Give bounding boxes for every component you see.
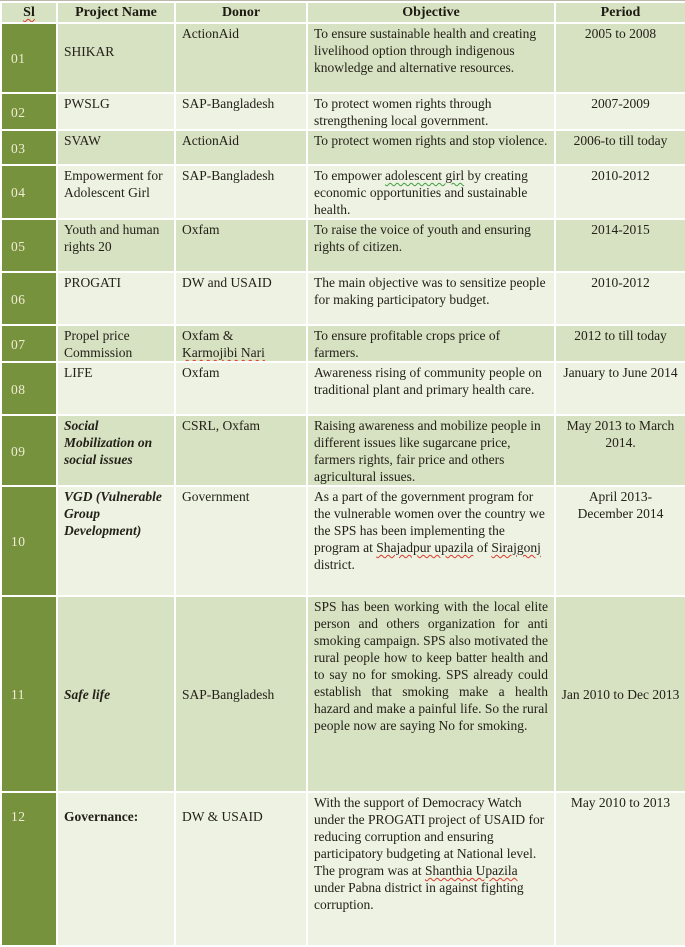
sl-header-label: Sl: [23, 5, 35, 20]
period-cell: January to June 2014: [555, 362, 685, 415]
objective-text: of: [473, 540, 492, 555]
table-row: [1, 362, 685, 415]
sl-cell: 06: [1, 272, 57, 325]
objective-cell: [307, 792, 555, 946]
donor-cell: DW & USAID: [175, 792, 307, 946]
sl-cell: 01: [1, 23, 57, 93]
objective-text: As a part of the government program for the vulnerable women over the country we the SPS has been implementing the program at: [314, 489, 545, 555]
period-cell: 2010-2012: [555, 272, 685, 325]
header-row: [1, 2, 685, 23]
donor-cell: CSRL, Oxfam: [175, 415, 307, 486]
period-cell: April 2013- December 2014: [555, 486, 685, 596]
project-name-cell: Empowerment for Adolescent Girl: [57, 165, 175, 219]
donor-text: Oxfam &: [182, 328, 234, 343]
donor-cell: Oxfam: [175, 362, 307, 415]
project-name-cell: SVAW: [57, 130, 175, 165]
donor-cell: DW and USAID: [175, 272, 307, 325]
sl-cell: 08: [1, 362, 57, 415]
table-row: [1, 272, 685, 325]
objective-cell: To ensure profitable crops price of farmers.: [307, 325, 555, 362]
period-cell: May 2013 to March 2014.: [555, 415, 685, 486]
table-row: [1, 165, 685, 219]
spellcheck-flagged-word: Sirajgonj: [491, 540, 541, 555]
period-cell: May 2010 to 2013: [555, 792, 685, 946]
objective-cell: Raising awareness and mobilize people in different issues like sugarcane price, farmers rights, fair price and others agricultural issues.: [307, 415, 555, 486]
col-header-donor: Donor: [175, 2, 307, 23]
sl-cell: 05: [1, 219, 57, 272]
sl-cell: 07: [1, 325, 57, 362]
table-row: [1, 130, 685, 165]
col-header-period: Period: [555, 2, 685, 23]
sl-cell: 02: [1, 93, 57, 130]
grammar-flagged-word: adolescent girl: [385, 168, 465, 183]
project-name-cell: VGD (Vulnerable Group Development): [57, 486, 175, 596]
table-row: [1, 93, 685, 130]
objective-text: With the support of Democracy Watch under the PROGATI project of USAID for reducing corruption and ensuring participatory budgeting at National level. The program was at: [314, 795, 545, 878]
donor-cell: SAP-Bangladesh: [175, 93, 307, 130]
donor-cell: Government: [175, 486, 307, 596]
spellcheck-flagged-word: Shajadpur upazila: [376, 540, 474, 555]
objective-text: under Pabna district in against fighting corruption.: [314, 880, 524, 912]
donor-cell: SAP-Bangladesh: [175, 165, 307, 219]
sl-cell: 03: [1, 130, 57, 165]
project-name-cell: SHIKAR: [57, 23, 175, 93]
project-name-cell: Propel price Commission: [57, 325, 175, 362]
table-row: [1, 792, 685, 946]
donor-cell: ActionAid: [175, 130, 307, 165]
donor-cell: Oxfam: [175, 219, 307, 272]
project-name-cell: Social Mobilization on social issues: [57, 415, 175, 486]
projects-table: [0, 1, 685, 947]
objective-cell: [307, 165, 555, 219]
period-cell: 2012 to till today: [555, 325, 685, 362]
donor-cell: ActionAid: [175, 23, 307, 93]
period-cell: 2007-2009: [555, 93, 685, 130]
objective-text: To empower: [314, 168, 386, 183]
sl-cell: 04: [1, 165, 57, 219]
table-row: [1, 219, 685, 272]
col-header-sl: [1, 2, 57, 23]
period-cell: 2005 to 2008: [555, 23, 685, 93]
sl-cell: 11: [1, 596, 57, 792]
objective-cell: The main objective was to sensitize people for making participatory budget.: [307, 272, 555, 325]
table-row: [1, 325, 685, 362]
objective-text: by creating economic opportunities and sustainable health.: [314, 168, 528, 217]
period-cell: Jan 2010 to Dec 2013: [555, 596, 685, 792]
sl-cell: 12: [1, 792, 57, 946]
project-name-cell: LIFE: [57, 362, 175, 415]
objective-cell: [307, 486, 555, 596]
col-header-objective: Objective: [307, 2, 555, 23]
table-row: [1, 415, 685, 486]
project-name-cell: PROGATI: [57, 272, 175, 325]
sl-cell: 10: [1, 486, 57, 596]
spellcheck-flagged-word: Shanthia Upazila: [424, 863, 518, 878]
objective-cell: Awareness rising of community people on traditional plant and primary health care.: [307, 362, 555, 415]
project-name-cell: Governance:: [57, 792, 175, 946]
period-cell: 2014-2015: [555, 219, 685, 272]
period-cell: 2010-2012: [555, 165, 685, 219]
project-name-cell: PWSLG: [57, 93, 175, 130]
objective-cell: SPS has been working with the local elite person and others organization for anti smoking campaign. SPS also motivated the rural people how to keep batter health and to say no for smoking. SPS already could establish that smoking make a health hazard and make a painful life. So the rural people now are saying No for smoking.: [307, 596, 555, 792]
donor-cell: [175, 325, 307, 362]
col-header-project-name: Project Name: [57, 2, 175, 23]
project-name-cell: Safe life: [57, 596, 175, 792]
table-row: [1, 23, 685, 93]
sl-cell: 09: [1, 415, 57, 486]
objective-cell: To ensure sustainable health and creating livelihood option through indigenous knowledge and alternative resources.: [307, 23, 555, 93]
period-cell: 2006-to till today: [555, 130, 685, 165]
spellcheck-flagged-word: Karmojibi Nari: [182, 345, 265, 360]
table-row: [1, 486, 685, 596]
objective-cell: To protect women rights through strengthening local government.: [307, 93, 555, 130]
table-row: [1, 596, 685, 792]
objective-cell: To protect women rights and stop violence.: [307, 130, 555, 165]
objective-cell: To raise the voice of youth and ensuring rights of citizen.: [307, 219, 555, 272]
donor-cell: SAP-Bangladesh: [175, 596, 307, 792]
project-name-cell: Youth and human rights 20: [57, 219, 175, 272]
objective-text: district.: [314, 557, 355, 572]
